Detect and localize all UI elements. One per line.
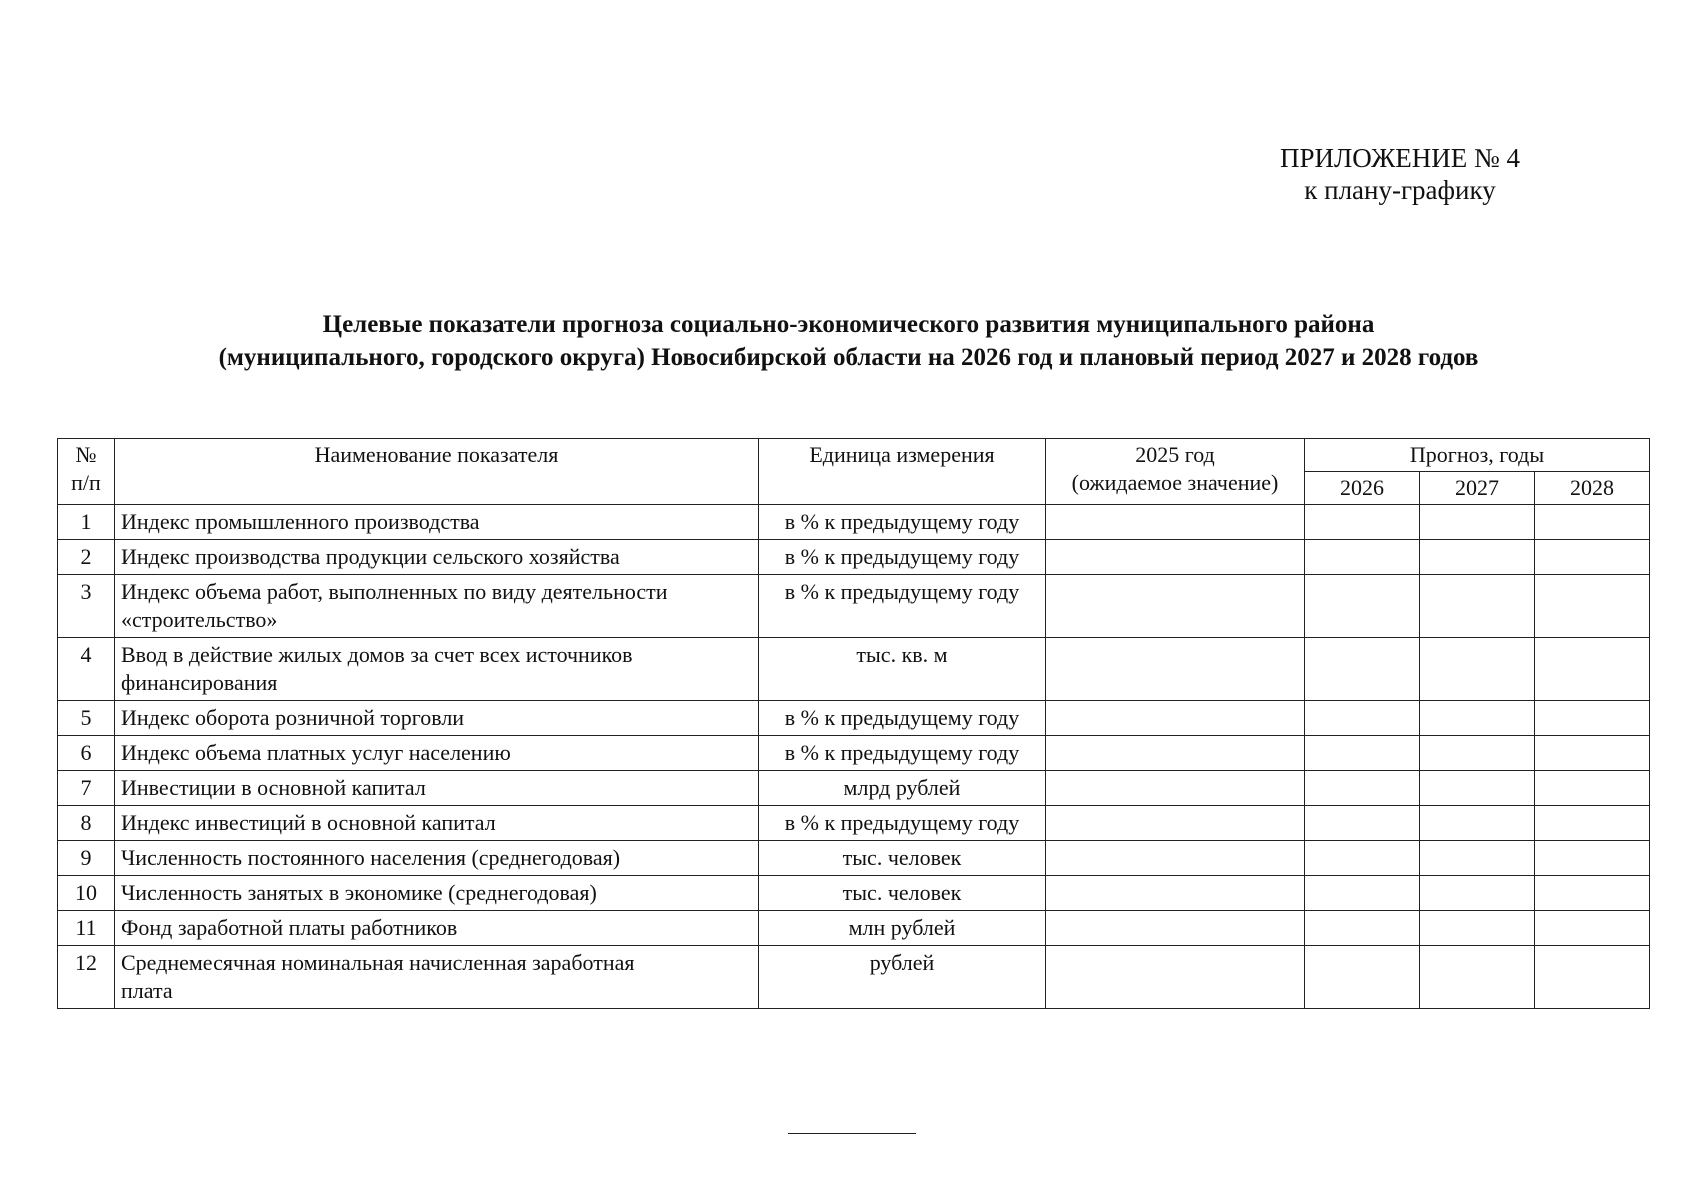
indicator-unit: млрд рублей <box>759 771 1046 806</box>
header-unit: Единица измерения <box>759 439 1046 505</box>
appendix-header <box>1230 142 1570 206</box>
table-row <box>58 771 1650 806</box>
value-2027-cell <box>1420 841 1535 876</box>
document-title-line-1: Целевые показатели прогноза социально-экономического развития муниципального района <box>322 311 1375 338</box>
indicator-unit: в % к предыдущему году <box>759 505 1046 540</box>
value-2025-cell <box>1046 911 1305 946</box>
indicator-name <box>115 638 759 701</box>
table-row <box>58 876 1650 911</box>
value-2026-cell <box>1305 841 1420 876</box>
row-number: 2 <box>58 540 115 575</box>
value-2028-cell <box>1535 946 1650 1009</box>
row-number: 7 <box>58 771 115 806</box>
indicator-unit: млн рублей <box>759 911 1046 946</box>
value-2027-cell <box>1420 946 1535 1009</box>
value-2026-cell <box>1305 540 1420 575</box>
value-2025-cell <box>1046 638 1305 701</box>
value-2028-cell <box>1535 841 1650 876</box>
value-2027-cell <box>1420 806 1535 841</box>
indicator-unit: в % к предыдущему году <box>759 736 1046 771</box>
document-title <box>60 308 1637 374</box>
value-2028-cell <box>1535 701 1650 736</box>
header-indicator-name: Наименование показателя <box>115 439 759 505</box>
row-number: 10 <box>58 876 115 911</box>
indicator-unit: тыс. кв. м <box>759 638 1046 701</box>
value-2026-cell <box>1305 806 1420 841</box>
indicator-name <box>115 946 759 1009</box>
value-2028-cell <box>1535 505 1650 540</box>
value-2027-cell <box>1420 701 1535 736</box>
header-year-2028: 2028 <box>1535 472 1650 505</box>
row-number: 12 <box>58 946 115 1009</box>
appendix-reference: к плану-графику <box>1304 175 1496 205</box>
indicator-name: Индекс объема платных услуг населению <box>115 736 759 771</box>
header-year-2026: 2026 <box>1305 472 1420 505</box>
indicator-name-line-1: Среднемесячная номинальная начисленная заработная <box>121 950 635 975</box>
value-2026-cell <box>1305 505 1420 540</box>
value-2027-cell <box>1420 876 1535 911</box>
table-row <box>58 540 1650 575</box>
indicator-unit: рублей <box>759 946 1046 1009</box>
header-base-year-note: (ожидаемое значение) <box>1071 470 1279 495</box>
indicator-name-line-1: Индекс объема работ, выполненных по виду деятельности <box>121 579 668 604</box>
indicator-unit: в % к предыдущему году <box>759 540 1046 575</box>
value-2027-cell <box>1420 505 1535 540</box>
indicator-name: Численность занятых в экономике (среднегодовая) <box>115 876 759 911</box>
value-2028-cell <box>1535 806 1650 841</box>
value-2025-cell <box>1046 505 1305 540</box>
header-number-abbr: п/п <box>71 470 101 495</box>
table-row <box>58 638 1650 701</box>
value-2026-cell <box>1305 575 1420 638</box>
row-number: 3 <box>58 575 115 638</box>
value-2025-cell <box>1046 771 1305 806</box>
footer-divider <box>788 1133 916 1134</box>
indicator-name: Индекс промышленного производства <box>115 505 759 540</box>
value-2025-cell <box>1046 876 1305 911</box>
header-number-symbol: № <box>75 442 97 467</box>
indicator-name-line-1: Ввод в действие жилых домов за счет всех источников <box>121 642 633 667</box>
value-2028-cell <box>1535 575 1650 638</box>
table-row <box>58 841 1650 876</box>
value-2025-cell <box>1046 946 1305 1009</box>
value-2027-cell <box>1420 638 1535 701</box>
value-2026-cell <box>1305 946 1420 1009</box>
value-2028-cell <box>1535 638 1650 701</box>
value-2026-cell <box>1305 638 1420 701</box>
row-number: 6 <box>58 736 115 771</box>
value-2028-cell <box>1535 876 1650 911</box>
row-number: 11 <box>58 911 115 946</box>
value-2027-cell <box>1420 771 1535 806</box>
table-row <box>58 911 1650 946</box>
row-number: 1 <box>58 505 115 540</box>
indicator-unit: в % к предыдущему году <box>759 701 1046 736</box>
value-2028-cell <box>1535 736 1650 771</box>
table-row <box>58 701 1650 736</box>
value-2025-cell <box>1046 841 1305 876</box>
value-2026-cell <box>1305 911 1420 946</box>
value-2027-cell <box>1420 540 1535 575</box>
indicator-name: Фонд заработной платы работников <box>115 911 759 946</box>
value-2026-cell <box>1305 876 1420 911</box>
indicator-name: Индекс инвестиций в основной капитал <box>115 806 759 841</box>
indicator-unit: тыс. человек <box>759 876 1046 911</box>
indicators-table <box>57 438 1650 1009</box>
value-2028-cell <box>1535 911 1650 946</box>
header-number <box>58 439 115 505</box>
row-number: 4 <box>58 638 115 701</box>
indicator-name-line-2: «строительство» <box>121 607 278 632</box>
indicator-name: Инвестиции в основной капитал <box>115 771 759 806</box>
value-2026-cell <box>1305 701 1420 736</box>
indicator-unit: в % к предыдущему году <box>759 575 1046 638</box>
indicator-unit: тыс. человек <box>759 841 1046 876</box>
table-row <box>58 946 1650 1009</box>
indicator-name: Индекс оборота розничной торговли <box>115 701 759 736</box>
table-row <box>58 806 1650 841</box>
indicator-name-line-2: плата <box>121 978 173 1003</box>
header-year-2027: 2027 <box>1420 472 1535 505</box>
value-2027-cell <box>1420 911 1535 946</box>
indicator-name: Индекс производства продукции сельского хозяйства <box>115 540 759 575</box>
indicator-name: Численность постоянного населения (среднегодовая) <box>115 841 759 876</box>
document-title-line-2: (муниципального, городского округа) Новосибирской области на 2026 год и плановый период 2027 и 2028 годов <box>218 344 1479 371</box>
value-2026-cell <box>1305 771 1420 806</box>
appendix-number: ПРИЛОЖЕНИЕ № 4 <box>1279 143 1521 173</box>
value-2027-cell <box>1420 736 1535 771</box>
value-2025-cell <box>1046 540 1305 575</box>
value-2027-cell <box>1420 575 1535 638</box>
value-2025-cell <box>1046 806 1305 841</box>
table-row <box>58 575 1650 638</box>
indicator-unit: в % к предыдущему году <box>759 806 1046 841</box>
value-2025-cell <box>1046 701 1305 736</box>
value-2025-cell <box>1046 575 1305 638</box>
table-row <box>58 736 1650 771</box>
header-base-year-label: 2025 год <box>1135 442 1215 467</box>
row-number: 8 <box>58 806 115 841</box>
value-2028-cell <box>1535 540 1650 575</box>
header-forecast: Прогноз, годы <box>1305 439 1650 472</box>
value-2028-cell <box>1535 771 1650 806</box>
indicator-name <box>115 575 759 638</box>
value-2025-cell <box>1046 736 1305 771</box>
table-row <box>58 505 1650 540</box>
header-base-year <box>1046 439 1305 505</box>
indicator-name-line-2: финансирования <box>121 670 278 695</box>
row-number: 9 <box>58 841 115 876</box>
value-2026-cell <box>1305 736 1420 771</box>
table-header-row <box>58 439 1650 472</box>
row-number: 5 <box>58 701 115 736</box>
